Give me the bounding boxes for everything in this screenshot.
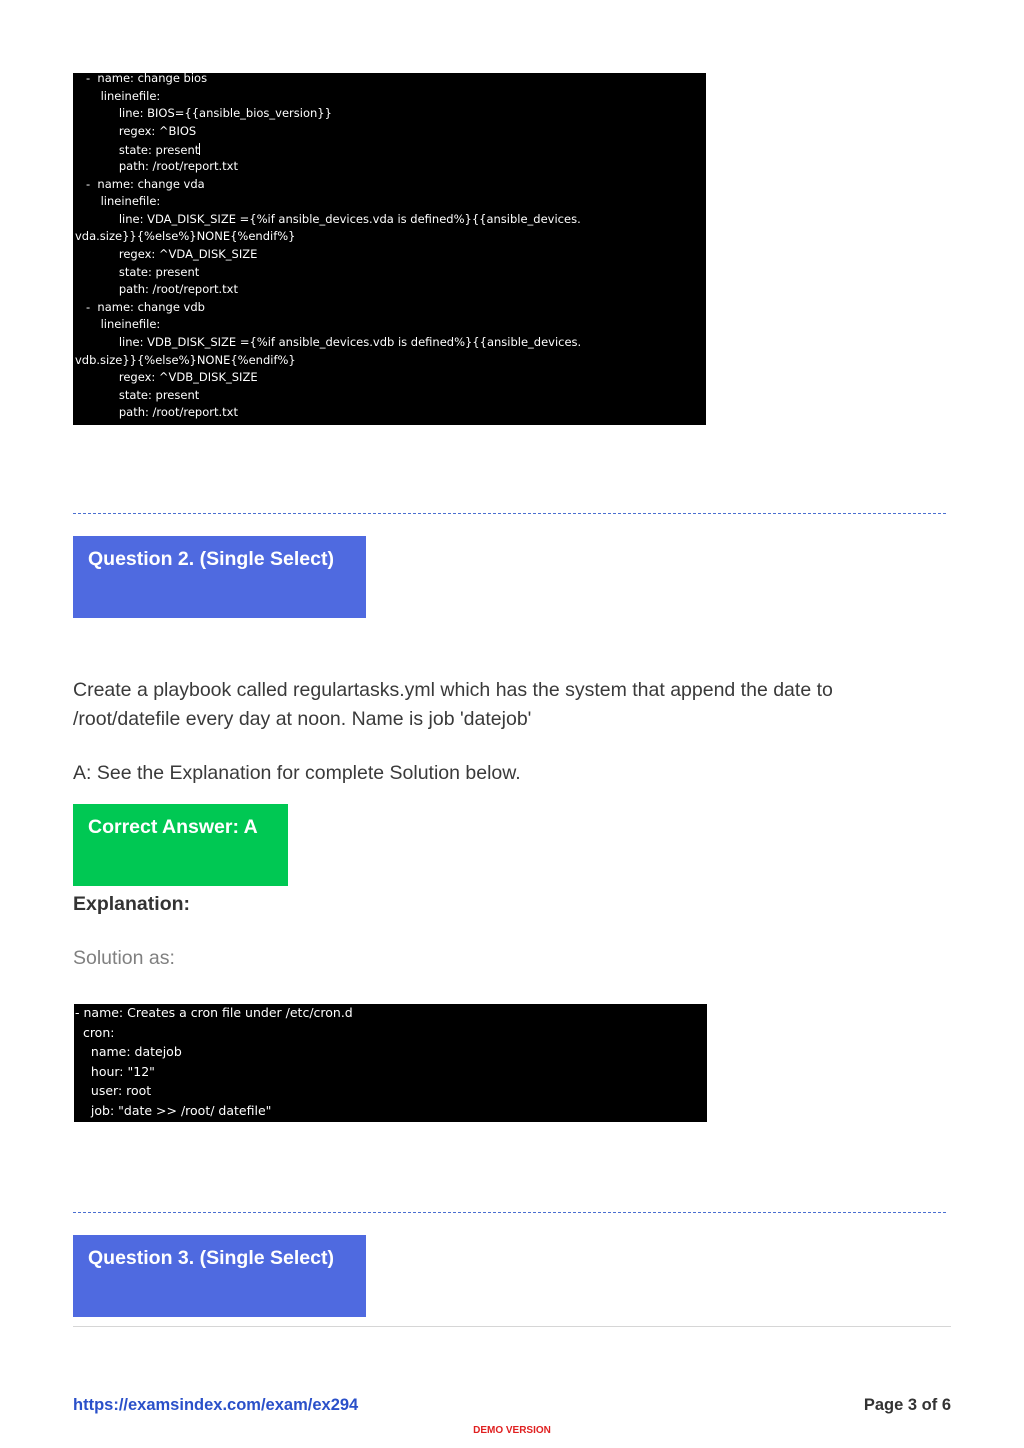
code-line: - name: change vdb	[75, 299, 205, 314]
question-3-title: Question 3. (Single Select)	[88, 1247, 334, 1269]
code-line: line: VDB_DISK_SIZE ={%if ansible_devices.vdb is defined%}{{ansible_devices.	[75, 335, 582, 349]
section-divider	[73, 513, 946, 514]
code-line: lineinefile:	[75, 194, 161, 209]
code-line: - name: change bios	[75, 71, 208, 85]
code-line: lineinefile:	[75, 317, 161, 332]
code-line: state: present	[75, 264, 200, 279]
code-line: hour: "12"	[75, 1063, 155, 1079]
solution-label: Solution as:	[73, 947, 175, 969]
code-line: path: /root/report.txt	[75, 282, 238, 297]
code-line: regex: ^VDA_DISK_SIZE	[75, 247, 258, 261]
code-line: vda.size}}{%else%}NONE{%endif%}	[75, 229, 296, 244]
code-line: user: root	[75, 1083, 152, 1098]
question-2-header	[73, 536, 366, 618]
footer-rule	[73, 1326, 951, 1327]
option-a[interactable]: A: See the Explanation for complete Solution below.	[73, 762, 521, 784]
code-screenshot-1	[73, 73, 706, 425]
code-line: path: /root/report.txt	[75, 159, 238, 173]
question-2-title: Question 2. (Single Select)	[88, 548, 334, 570]
question-text-line: Create a playbook called regulartasks.yml which has the system that append the date to	[73, 679, 833, 701]
section-divider	[73, 1212, 946, 1213]
code-line: - name: Creates a cron file under /etc/cron.d	[75, 1005, 353, 1020]
code-line: regex: ^BIOS	[75, 123, 197, 138]
code-line: path: /root/report.txt	[75, 405, 238, 420]
code-line: name: datejob	[75, 1044, 182, 1059]
page-number: Page 3 of 6	[863, 1396, 951, 1414]
footer-exam-link[interactable]: https://examsindex.com/exam/ex294	[73, 1396, 359, 1414]
correct-answer-box	[73, 804, 288, 886]
question-3-header	[73, 1235, 366, 1317]
code-line: state: present	[75, 387, 200, 402]
code-screenshot-2	[74, 1004, 707, 1122]
code-line: lineinefile:	[75, 88, 161, 103]
code-line: vdb.size}}{%else%}NONE{%endif%}	[75, 352, 296, 367]
explanation-label: Explanation:	[73, 893, 191, 915]
code-line: regex: ^VDB_DISK_SIZE	[75, 370, 258, 385]
code-line: - name: change vda	[75, 176, 205, 191]
code-line: cron:	[75, 1024, 115, 1040]
code-line: line: BIOS={{ansible_bios_version}}	[75, 106, 332, 121]
demo-version-label: DEMO VERSION	[473, 1425, 551, 1436]
question-text-line: /root/datefile every day at noon. Name is job 'datejob'	[73, 708, 532, 730]
code-line: line: VDA_DISK_SIZE ={%if ansible_devices.vda is defined%}{{ansible_devices.	[75, 211, 581, 226]
code-line: job: "date >> /root/ datefile"	[75, 1102, 272, 1118]
question-2-text	[73, 676, 833, 734]
correct-answer-label: Correct Answer: A	[88, 816, 258, 838]
text-cursor	[199, 143, 200, 155]
code-line: state: present	[75, 143, 200, 158]
